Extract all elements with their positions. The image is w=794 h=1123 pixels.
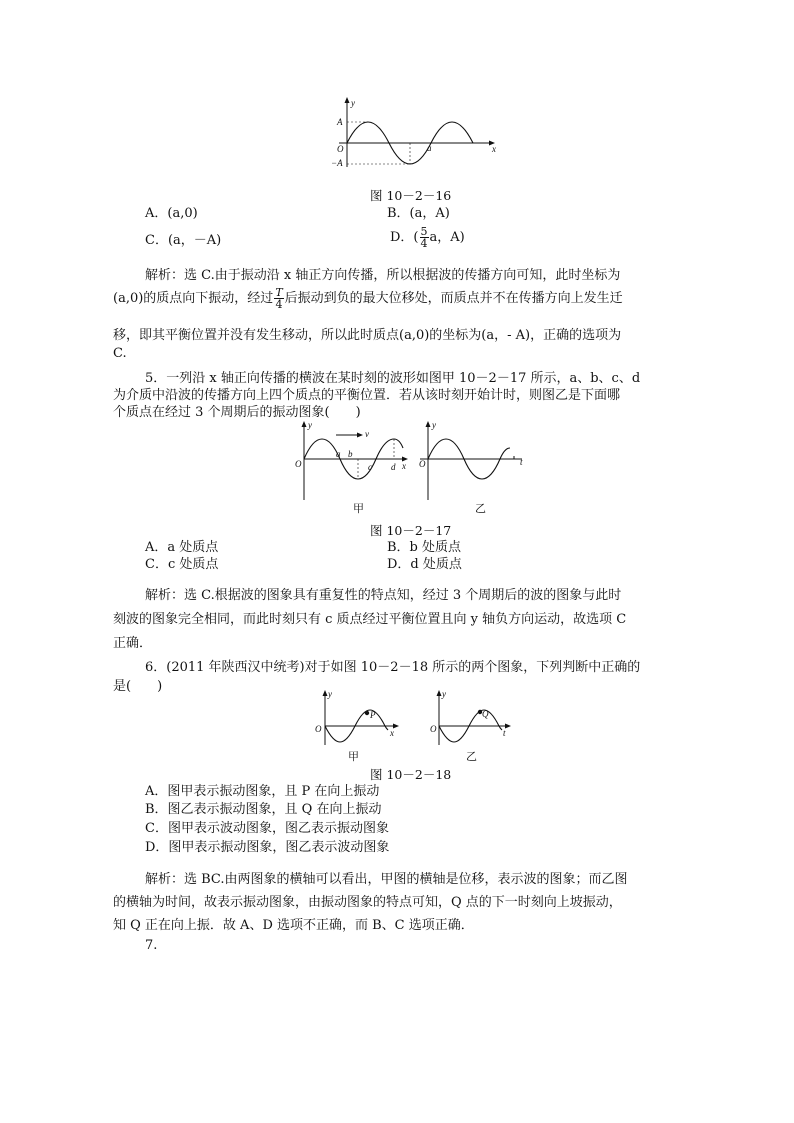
q6-option-d: D．图甲表示振动图象，图乙表示波动图象 <box>145 840 390 855</box>
figure-10-2-18-jia <box>311 688 406 748</box>
fig17-jia-name: 甲 <box>353 502 364 515</box>
q5-analysis-line2: 刻波的图象完全相同，而此时刻只有 c 质点经过平衡位置且向 y 轴负方向运动，故选项 C <box>113 612 627 627</box>
y-axis-arrow <box>426 421 431 427</box>
y-axis-arrow <box>345 97 350 103</box>
label-x: x <box>402 461 406 471</box>
q6-analysis-line1: 解析：选 BC.由两图象的横轴可以看出，甲图的横轴是位移，表示波的图象；而乙图 <box>145 872 628 887</box>
q6-analysis-line2: 的横轴为时间，故表示振动图象，由振动图象的特点可知，Q 点的下一时刻向上坡振动， <box>113 895 622 910</box>
caption-fig18: 图 10－2－18 <box>370 767 452 782</box>
figure-10-2-17-yi <box>414 418 534 503</box>
label-a: a <box>427 143 432 153</box>
q5-analysis-line3: 正确． <box>113 636 153 651</box>
q5-option-a: A．a 处质点 <box>145 540 219 555</box>
velocity-arrowhead <box>357 433 363 438</box>
q4-option-a: A．(a,0) <box>145 206 198 221</box>
q6-option-b: B．图乙表示振动图象，且 Q 在向上振动 <box>145 802 382 817</box>
figure-10-2-17-jia <box>288 418 413 503</box>
y-axis-arrow <box>323 690 328 696</box>
analysis4-line1: 解析：选 C.由于振动沿 x 轴正方向传播，所以根据波的传播方向可知，此时坐标为 <box>145 268 621 283</box>
q5-analysis-line1: 解析：选 C.根据波的图象具有重复性的特点知，经过 3 个周期后的波的图象与此时 <box>145 588 622 603</box>
fig18-yi-name: 乙 <box>466 750 477 763</box>
label-y: y <box>432 420 436 430</box>
analysis4-line3: 移，即其平衡位置并没有发生移动，所以此时质点(a,0)的坐标为(a，- A)，正确的选项为 <box>113 328 622 343</box>
figure-10-2-16 <box>325 95 505 175</box>
label-y: y <box>351 98 355 108</box>
y-axis-arrow <box>302 421 307 427</box>
caption-fig16: 图 10－2－16 <box>370 188 452 203</box>
t-axis-arrow <box>505 724 511 729</box>
q5-line2: 为介质中沿波的传播方向上四个质点的平衡位置．若从该时刻开始计时，则图乙是下面哪 <box>113 388 621 403</box>
fig17-yi-name: 乙 <box>475 502 486 515</box>
label-A: A <box>337 117 343 127</box>
q4-option-b: B．(a，A) <box>387 206 450 221</box>
label-origin: O <box>430 724 437 734</box>
q6-line1: 6．(2011 年陕西汉中统考)对于如图 10－2－18 所示的两个图象，下列判断中正确的 <box>145 660 641 675</box>
q5-option-d: D．d 处质点 <box>387 557 462 572</box>
label-v: v <box>365 429 369 439</box>
fraction-5-4: $\frac{5}{4}$ <box>420 225 428 250</box>
figure-10-2-18-yi <box>427 688 522 748</box>
q4-option-c: C．(a，－A) <box>145 233 222 248</box>
q6-line2: 是( ) <box>113 679 163 694</box>
q5-line1: 5．一列沿 x 轴正向传播的横波在某时刻的波形如图甲 10－2－17 所示，a、b、c、d <box>145 371 641 386</box>
label-t: t <box>503 728 506 738</box>
q4-option-d: D．( $\frac{5}{4}$ a，A) <box>390 225 465 250</box>
label-y: y <box>308 420 312 430</box>
label-t: t <box>520 457 523 467</box>
label-origin: O <box>295 459 302 469</box>
label-x: x <box>492 144 496 154</box>
fig18-jia-name: 甲 <box>348 750 359 763</box>
point-P <box>365 711 369 715</box>
label-origin: O <box>337 144 344 154</box>
analysis4-line2: (a,0)的质点向下振动，经过 $\frac{T}{4}$ 后振动到负的最大位移处，而质点并不在传播方向上发生迁 <box>113 286 623 311</box>
caption-fig17: 图 10－2－17 <box>370 523 452 538</box>
label-origin: O <box>419 459 426 469</box>
label-a: a <box>336 449 341 459</box>
q6-option-c: C．图甲表示波动图象，图乙表示振动图象 <box>145 821 389 836</box>
label-P: P <box>370 710 376 720</box>
label-c: c <box>368 462 372 472</box>
fraction-T-4: $\frac{T}{4}$ <box>275 286 283 311</box>
q5-line3: 个质点在经过 3 个周期后的振动图象( ) <box>113 405 361 420</box>
label-y: y <box>442 689 446 699</box>
y-axis-arrow <box>437 690 442 696</box>
label-b: b <box>348 449 353 459</box>
label-d: d <box>391 462 396 472</box>
label-origin: O <box>315 724 322 734</box>
q7-number: 7. <box>145 938 158 953</box>
q5-option-b: B．b 处质点 <box>387 540 462 555</box>
q6-option-a: A．图甲表示振动图象，且 P 在向上振动 <box>145 784 380 799</box>
label-y: y <box>328 689 332 699</box>
label-x: x <box>390 728 394 738</box>
q5-option-c: C．c 处质点 <box>145 557 219 572</box>
label-Q: Q <box>482 709 489 719</box>
label-negA: −A <box>331 158 343 168</box>
q6-analysis-line3: 知 Q 正在向上振．故 A、D 选项不正确，而 B、C 选项正确． <box>113 918 474 933</box>
analysis4-line4: C. <box>113 346 127 361</box>
